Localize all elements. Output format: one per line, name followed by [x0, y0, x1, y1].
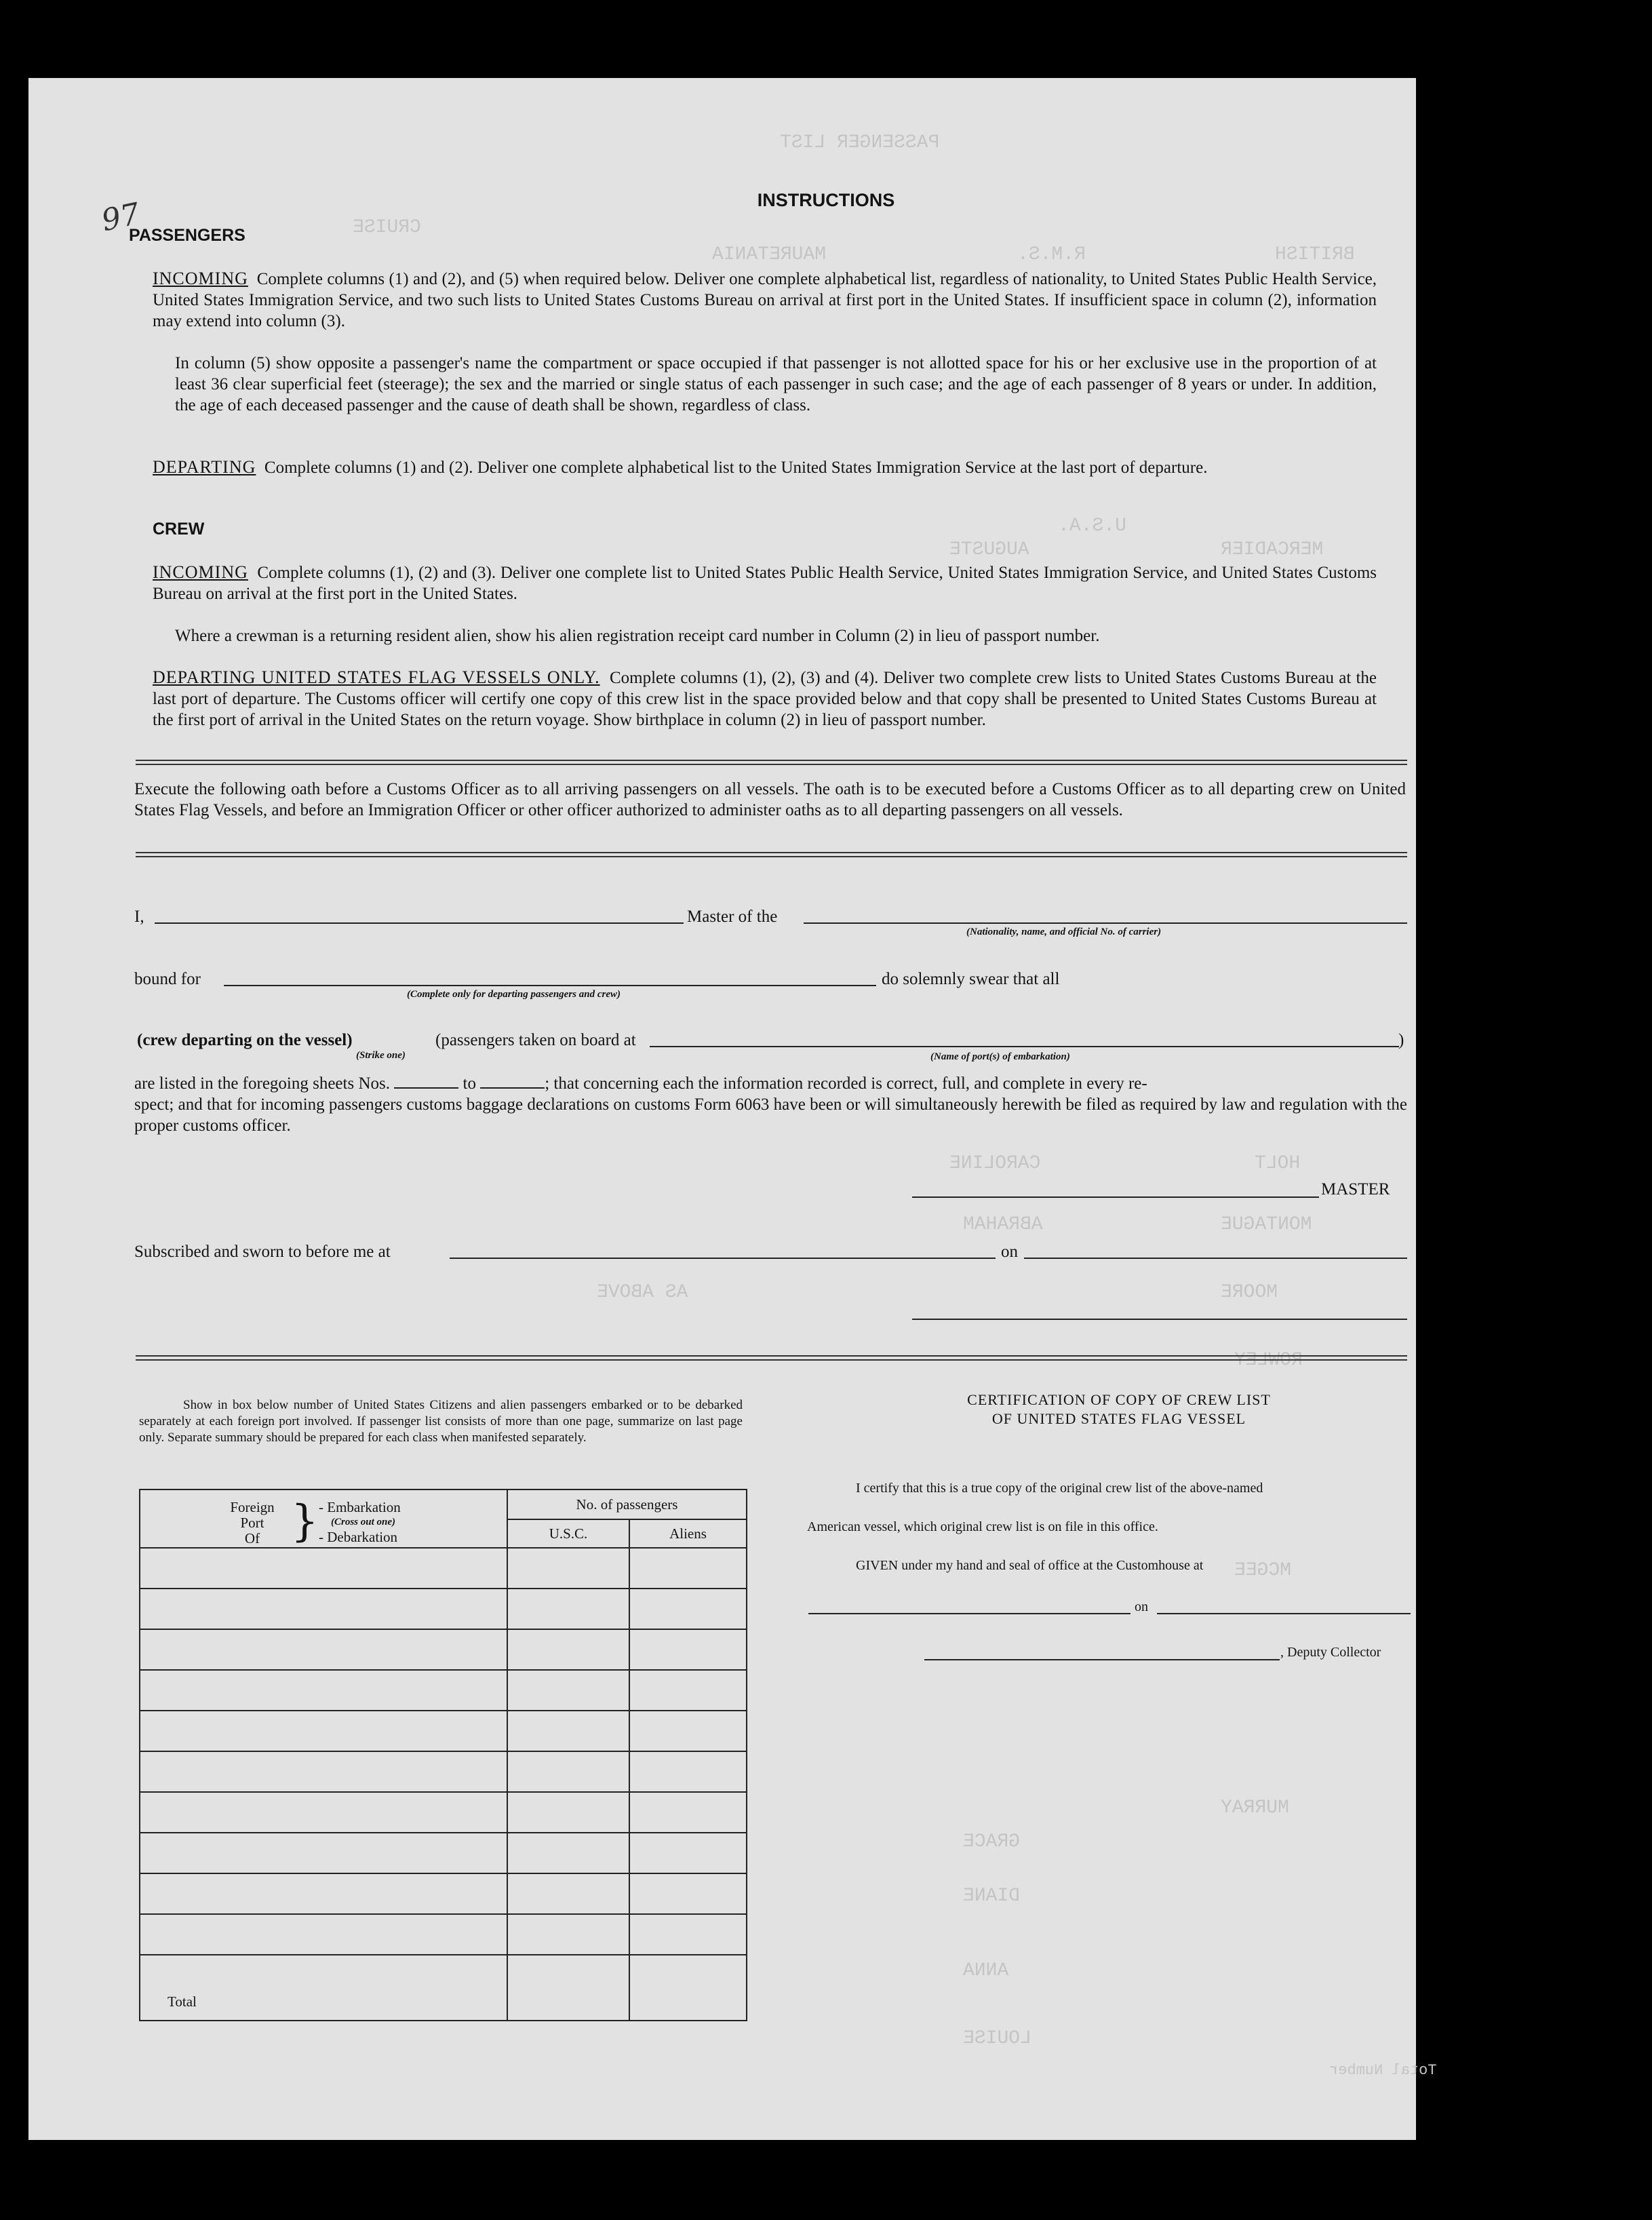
- oath-listed-b: ; that concerning each the information recorded is correct, full, and complete in every re-: [545, 1074, 1147, 1093]
- usc-header: U.S.C.: [507, 1519, 629, 1548]
- strike-one-caption: (Strike one): [356, 1050, 406, 1061]
- certification-date-line[interactable]: [1157, 1613, 1411, 1614]
- certify-line1: I certify that this is a true copy of the original crew list of the above-named: [856, 1481, 1263, 1496]
- passengers-incoming-label: INCOMING: [153, 269, 248, 288]
- oath-bound-for: bound for: [134, 970, 201, 988]
- aliens-cell[interactable]: [629, 1670, 747, 1711]
- bleed-text: LOUISE: [963, 2028, 1031, 2049]
- port-cell[interactable]: [140, 1873, 507, 1914]
- bleed-text: MOORE: [1221, 1282, 1278, 1303]
- passengers-departing-label: DEPARTING: [153, 457, 256, 477]
- usc-cell[interactable]: [507, 1670, 629, 1711]
- port-label: Port: [240, 1515, 264, 1531]
- aliens-cell[interactable]: [629, 1914, 747, 1955]
- port-cell[interactable]: [140, 1629, 507, 1670]
- port-cell[interactable]: [140, 1548, 507, 1589]
- given-line: GIVEN under my hand and seal of office at the Customhouse at: [856, 1558, 1204, 1573]
- port-cell[interactable]: [140, 1792, 507, 1833]
- aliens-cell[interactable]: [629, 1873, 747, 1914]
- usc-cell[interactable]: [507, 1751, 629, 1792]
- close-paren: ): [1398, 1031, 1404, 1049]
- carrier-caption: (Nationality, name, and official No. of carrier): [966, 927, 1162, 937]
- certification-title-line2: OF UNITED STATES FLAG VESSEL: [991, 1410, 1246, 1427]
- crew-incoming-paragraph: [153, 562, 1377, 604]
- crew-departing-text: Complete columns (1), (2), (3) and (4). Deliver two complete crew lists to United States Customs Bureau at the last port of departure. The Customs officer will certify one copy of this crew list in the space provided below and that copy shall be presented to United States Customs Bureau at the first port of arrival in the United States on the return voyage. Show birthplace in column (2) in lieu of passport number.: [153, 669, 1377, 729]
- bleed-text: R.M.S.: [1017, 244, 1086, 265]
- master-name-line[interactable]: [155, 922, 684, 924]
- certification-on: on: [1135, 1599, 1148, 1614]
- port-cell[interactable]: [140, 1833, 507, 1873]
- certification-title: [841, 1390, 1397, 1428]
- passengers-column5-paragraph: In column (5) show opposite a passenger's name the compartment or space occupied if that passenger is not allotted space for his or her exclusive use in the proportion of at least 36 clear superficial feet (steerage); the sex and the married or single status of each passenger in such case; and the age of each passenger of 8 years or under. In addition, the age of each deceased passenger and the cause of death shall be shown, regardless of class.: [175, 354, 1377, 414]
- oath-subscribed: Subscribed and sworn to before me at: [134, 1243, 391, 1261]
- usc-total-cell[interactable]: [507, 1955, 629, 2021]
- bleed-text: MURRAY: [1221, 1797, 1289, 1818]
- usc-cell[interactable]: [507, 1833, 629, 1873]
- aliens-cell[interactable]: [629, 1751, 747, 1792]
- oath-passengers-taken: (passengers taken on board at: [435, 1031, 636, 1049]
- crew-resident-paragraph: Where a crewman is a returning resident alien, show his alien registration receipt card number in Column (2) in lieu of passport number.: [175, 627, 1100, 645]
- port-cell[interactable]: [140, 1914, 507, 1955]
- usc-cell[interactable]: [507, 1629, 629, 1670]
- port-cell[interactable]: [140, 1589, 507, 1629]
- aliens-header: Aliens: [629, 1519, 747, 1548]
- oath-crew-departing: (crew departing on the vessel): [137, 1031, 353, 1049]
- embarkation-port-line[interactable]: [650, 1046, 1399, 1047]
- aliens-cell[interactable]: [629, 1548, 747, 1589]
- master-label: MASTER: [1321, 1180, 1390, 1199]
- port-cell[interactable]: [140, 1751, 507, 1792]
- bleed-text: CRUISE: [353, 217, 421, 238]
- debarkation-label: - Debarkation: [319, 1529, 398, 1545]
- box-instructions: Show in box below number of United States Citizens and alien passengers embarked or to be debarked separately at each foreign port involved. If passenger list consists of more than one page, summarize on last page only. Separate summary should be prepared for each class when manifested separately.: [139, 1398, 743, 1445]
- bleed-text: AUGUSTE: [949, 539, 1029, 560]
- oath-swear: do solemnly swear that all: [882, 970, 1060, 988]
- cross-out-label: (Cross out one): [331, 1517, 396, 1527]
- oath-listed-a: are listed in the foregoing sheets Nos.: [134, 1074, 390, 1093]
- officer-signature-line[interactable]: [912, 1319, 1407, 1320]
- oath-intro: Execute the following oath before a Customs Officer as to all arriving passengers on all vessels. The oath is to be executed before a Customs Officer as to all departing crew on United States Flag Vessels, and before an Immigration Officer or other officer authorized to administer oaths as to all departing passengers on all vessels.: [134, 780, 1406, 819]
- oath-listed-to: to: [463, 1074, 476, 1093]
- bleed-text: CAROLINE: [949, 1153, 1041, 1174]
- passengers-heading: PASSENGERS: [129, 226, 245, 245]
- port-caption: (Name of port(s) of embarkation): [930, 1051, 1070, 1062]
- customhouse-line[interactable]: [808, 1613, 1130, 1614]
- carrier-line[interactable]: [804, 922, 1407, 924]
- sworn-date-line[interactable]: [1024, 1258, 1407, 1259]
- crew-heading: CREW: [153, 520, 205, 539]
- bleed-text: U.S.A.: [1058, 515, 1126, 537]
- master-signature-line[interactable]: [912, 1196, 1319, 1198]
- passengers-departing-text: Complete columns (1) and (2). Deliver one complete alphabetical list to the United States Immigration Service at the last port of departure.: [264, 459, 1208, 477]
- bleed-text: MONTAGUE: [1221, 1214, 1312, 1235]
- sheet-to-field[interactable]: [480, 1087, 545, 1089]
- foreign-port-header: [140, 1489, 507, 1548]
- page-title: INSTRUCTIONS: [757, 190, 895, 210]
- bound-caption: (Complete only for departing passengers and crew): [407, 989, 621, 1000]
- deputy-collector-label: , Deputy Collector: [1280, 1645, 1381, 1660]
- port-cell[interactable]: [140, 1670, 507, 1711]
- sheet-from-field[interactable]: [394, 1087, 458, 1089]
- crew-departing-label: DEPARTING UNITED STATES FLAG VESSELS ONLY.: [153, 667, 600, 687]
- aliens-total-cell[interactable]: [629, 1955, 747, 2021]
- passenger-count-table: [139, 1489, 747, 2021]
- handwritten-page-mark: 97: [98, 196, 143, 239]
- usc-cell[interactable]: [507, 1711, 629, 1751]
- port-cell[interactable]: [140, 1711, 507, 1751]
- foreign-label: Foreign: [230, 1499, 275, 1515]
- oath-listed-c: spect; and that for incoming passengers customs baggage declarations on customs Form 6063 have been or will simultaneously herewith be filed as required by law and regulation with the proper customs officer.: [134, 1095, 1407, 1135]
- aliens-cell[interactable]: [629, 1711, 747, 1751]
- usc-cell[interactable]: [507, 1548, 629, 1589]
- section-divider: [136, 1355, 1407, 1361]
- bleed-text: MERCADIER: [1221, 539, 1324, 560]
- bleed-text: MAURETANIA: [712, 244, 827, 265]
- bleed-text: GRACE: [963, 1831, 1021, 1852]
- bleed-text: PASSENGER LIST: [780, 132, 940, 153]
- crew-incoming-text: Complete columns (1), (2) and (3). Deliver one complete list to United States Public Health Service, United States Immigration Service, and United States Customs Bureau on arrival at the first port in the United States.: [153, 564, 1377, 603]
- usc-cell[interactable]: [507, 1589, 629, 1629]
- brace-icon: }: [291, 1496, 319, 1546]
- bleed-text: ROWLEY: [1234, 1350, 1303, 1371]
- bleed-text: DIANE: [963, 1886, 1021, 1907]
- passengers-incoming-paragraph: [153, 268, 1377, 332]
- certify-line2: American vessel, which original crew list is on file in this office.: [807, 1519, 1158, 1534]
- bleed-text: ABRAHAM: [963, 1214, 1043, 1235]
- passengers-incoming-text: Complete columns (1) and (2), and (5) when required below. Deliver one complete alphabetical list, regardless of nationality, to United States Public Health Service, United States Immigration Service, and two such lists to United States Customs Bureau on arrival at first port in the United States. If insufficient space in column (2), information may extend into column (3).: [153, 270, 1377, 330]
- oath-i-label: I,: [134, 908, 144, 926]
- oath-on: on: [1001, 1243, 1018, 1261]
- destination-line[interactable]: [224, 985, 876, 986]
- bleed-text: Total Number: [1329, 2062, 1437, 2079]
- usc-cell[interactable]: [507, 1792, 629, 1833]
- section-divider: [136, 760, 1407, 765]
- aliens-cell[interactable]: [629, 1792, 747, 1833]
- embarkation-label: - Embarkation: [319, 1499, 401, 1515]
- crew-incoming-label: INCOMING: [153, 562, 248, 582]
- certification-title-line1: CERTIFICATION OF COPY OF CREW LIST: [967, 1391, 1271, 1408]
- bleed-text: HOLT: [1255, 1153, 1301, 1174]
- total-label: Total: [140, 1955, 507, 2021]
- usc-cell[interactable]: [507, 1914, 629, 1955]
- section-divider: [136, 852, 1407, 857]
- oath-listed-line: [134, 1073, 1147, 1094]
- deputy-signature-line[interactable]: [924, 1659, 1280, 1660]
- sworn-place-line[interactable]: [450, 1258, 996, 1259]
- aliens-cell[interactable]: [629, 1589, 747, 1629]
- passengers-departing-paragraph: [153, 456, 1377, 478]
- bleed-text: AS ABOVE: [597, 1282, 688, 1303]
- bleed-text: MCGEE: [1234, 1560, 1292, 1581]
- bleed-text: BRITISH: [1275, 244, 1355, 265]
- crew-departing-paragraph: [153, 667, 1377, 731]
- no-passengers-header: No. of passengers: [507, 1489, 747, 1519]
- aliens-cell[interactable]: [629, 1833, 747, 1873]
- of-label: Of: [244, 1530, 260, 1546]
- oath-master-of: Master of the: [687, 908, 778, 926]
- aliens-cell[interactable]: [629, 1629, 747, 1670]
- bleed-text: ANNA: [963, 1960, 1009, 1981]
- usc-cell[interactable]: [507, 1873, 629, 1914]
